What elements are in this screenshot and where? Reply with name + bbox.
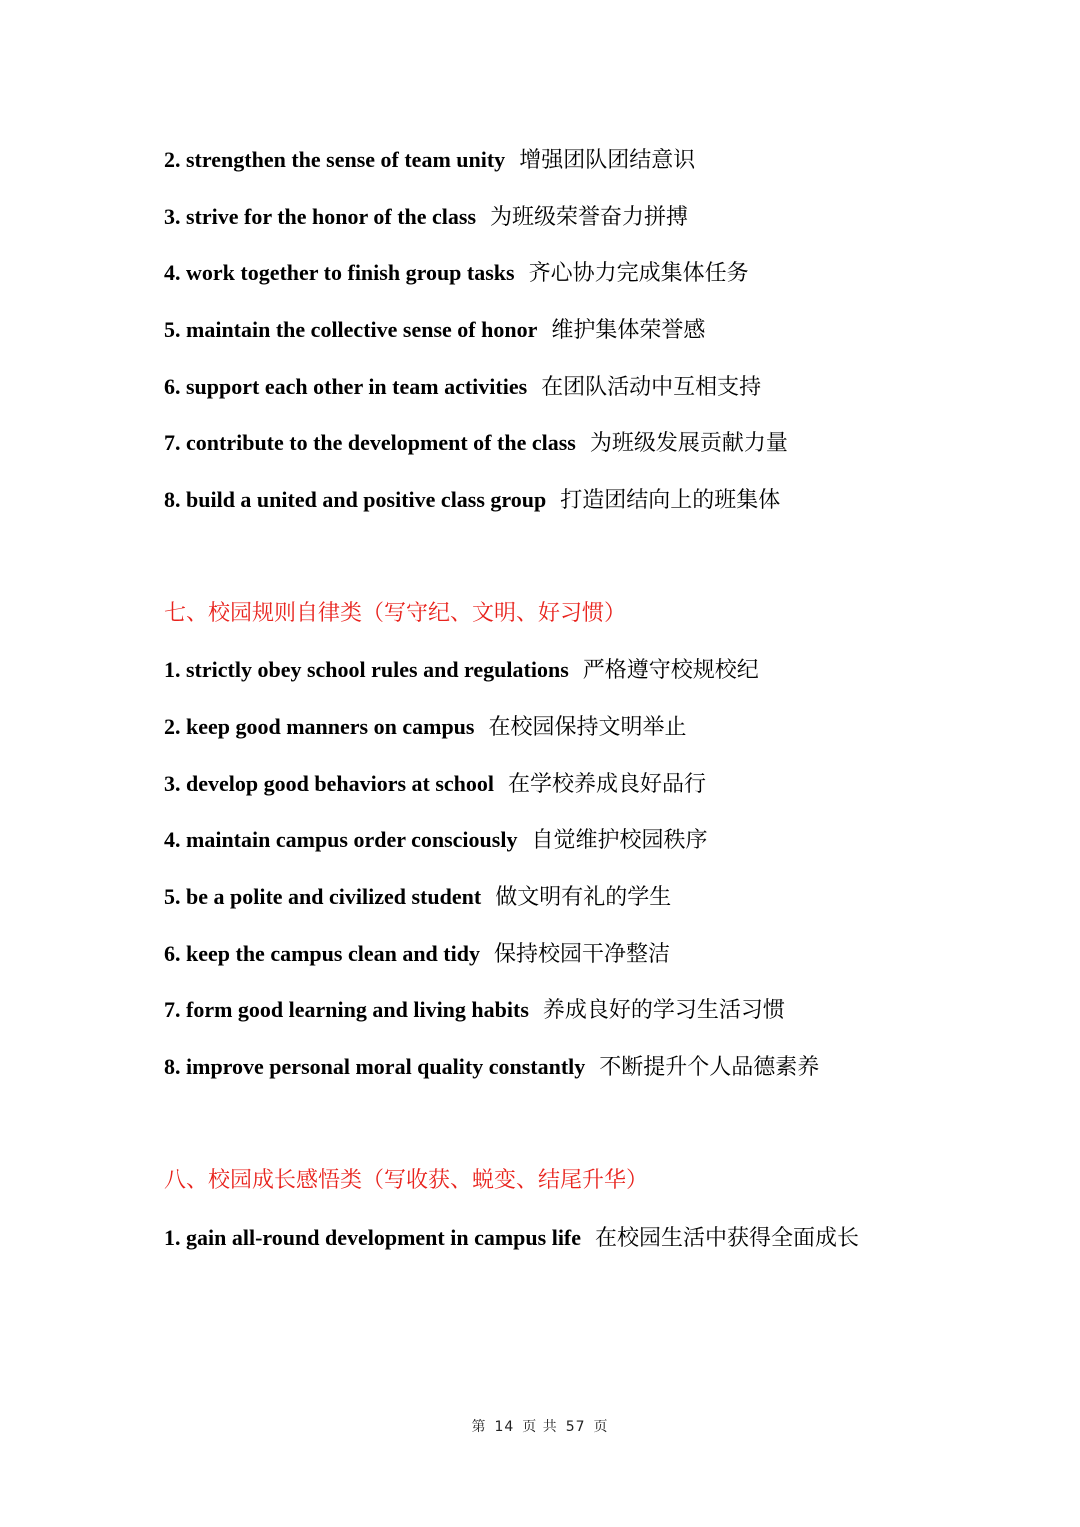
list-item	[164, 1039, 924, 1097]
list-item	[164, 982, 924, 1039]
section-heading: 七、校园规则自律类（写守纪、文明、好习惯）	[164, 600, 627, 626]
total-pages: 57	[565, 1419, 586, 1435]
list-item	[164, 756, 924, 813]
footer-mid: 页 共	[522, 1419, 558, 1435]
english-phrase: 2. strengthen the sense of team unity	[164, 147, 506, 172]
chinese-translation: 在团队活动中互相支持	[541, 374, 762, 400]
chinese-translation: 自觉维护校园秩序	[531, 828, 708, 854]
list-item	[164, 926, 924, 983]
chinese-translation: 做文明有礼的学生	[495, 884, 672, 910]
list-item	[164, 699, 924, 756]
section-spacer	[164, 529, 924, 586]
chinese-translation: 维护集体荣誉感	[551, 318, 706, 344]
chinese-translation: 养成良好的学习生活习惯	[542, 998, 785, 1024]
chinese-translation: 为班级荣誉奋力拼搏	[490, 204, 689, 230]
chinese-translation: 齐心协力完成集体任务	[528, 261, 749, 287]
english-phrase: 4. work together to finish group tasks	[164, 260, 515, 286]
english-phrase: 3. strive for the honor of the class	[164, 203, 477, 229]
list-item	[164, 472, 924, 529]
section-spacer	[164, 1097, 924, 1154]
chinese-translation: 为班级发展贡献力量	[589, 431, 788, 457]
english-phrase: 4. maintain campus order consciously	[164, 827, 518, 853]
english-phrase: 7. contribute to the development of the class	[164, 430, 576, 456]
english-phrase: 6. support each other in team activities	[164, 373, 528, 399]
chinese-translation: 严格遵守校规校纪	[582, 658, 759, 684]
page-content	[164, 132, 924, 1268]
english-phrase: 1. strictly obey school rules and regulations	[164, 657, 569, 683]
list-item	[164, 642, 924, 699]
english-phrase: 3. develop good behaviors at school	[164, 770, 495, 796]
list-item	[164, 869, 924, 926]
list-item	[164, 189, 924, 246]
page-number: 14	[494, 1419, 515, 1435]
page-footer	[0, 1416, 1080, 1436]
list-item	[164, 1210, 924, 1268]
chinese-translation: 在校园生活中获得全面成长	[595, 1226, 860, 1252]
english-phrase: 5. maintain the collective sense of honor	[164, 317, 538, 343]
chinese-translation: 增强团队团结意识	[519, 148, 696, 173]
list-item	[164, 359, 924, 416]
list-item	[164, 812, 924, 869]
chinese-translation: 保持校园干净整洁	[493, 941, 670, 967]
english-phrase: 1. gain all-round development in campus life	[164, 1225, 582, 1251]
english-phrase: 8. improve personal moral quality constantly	[164, 1054, 586, 1079]
list-item	[164, 245, 924, 302]
footer-suffix: 页	[593, 1419, 609, 1435]
list-item	[164, 302, 924, 359]
english-phrase: 8. build a united and positive class group	[164, 487, 547, 513]
english-phrase: 6. keep the campus clean and tidy	[164, 940, 480, 966]
chinese-translation: 在学校养成良好品行	[508, 771, 707, 797]
english-phrase: 2. keep good manners on campus	[164, 713, 475, 739]
english-phrase: 5. be a polite and civilized student	[164, 883, 482, 909]
chinese-translation: 不断提升个人品德素养	[599, 1055, 820, 1080]
footer-prefix: 第	[471, 1419, 487, 1435]
list-item	[164, 415, 924, 472]
list-item	[164, 132, 924, 189]
section-heading: 八、校园成长感悟类（写收获、蜕变、结尾升华）	[164, 1168, 649, 1194]
chinese-translation: 打造团结向上的班集体	[560, 488, 781, 514]
english-phrase: 7. form good learning and living habits	[164, 997, 529, 1023]
chinese-translation: 在校园保持文明举止	[488, 714, 687, 740]
